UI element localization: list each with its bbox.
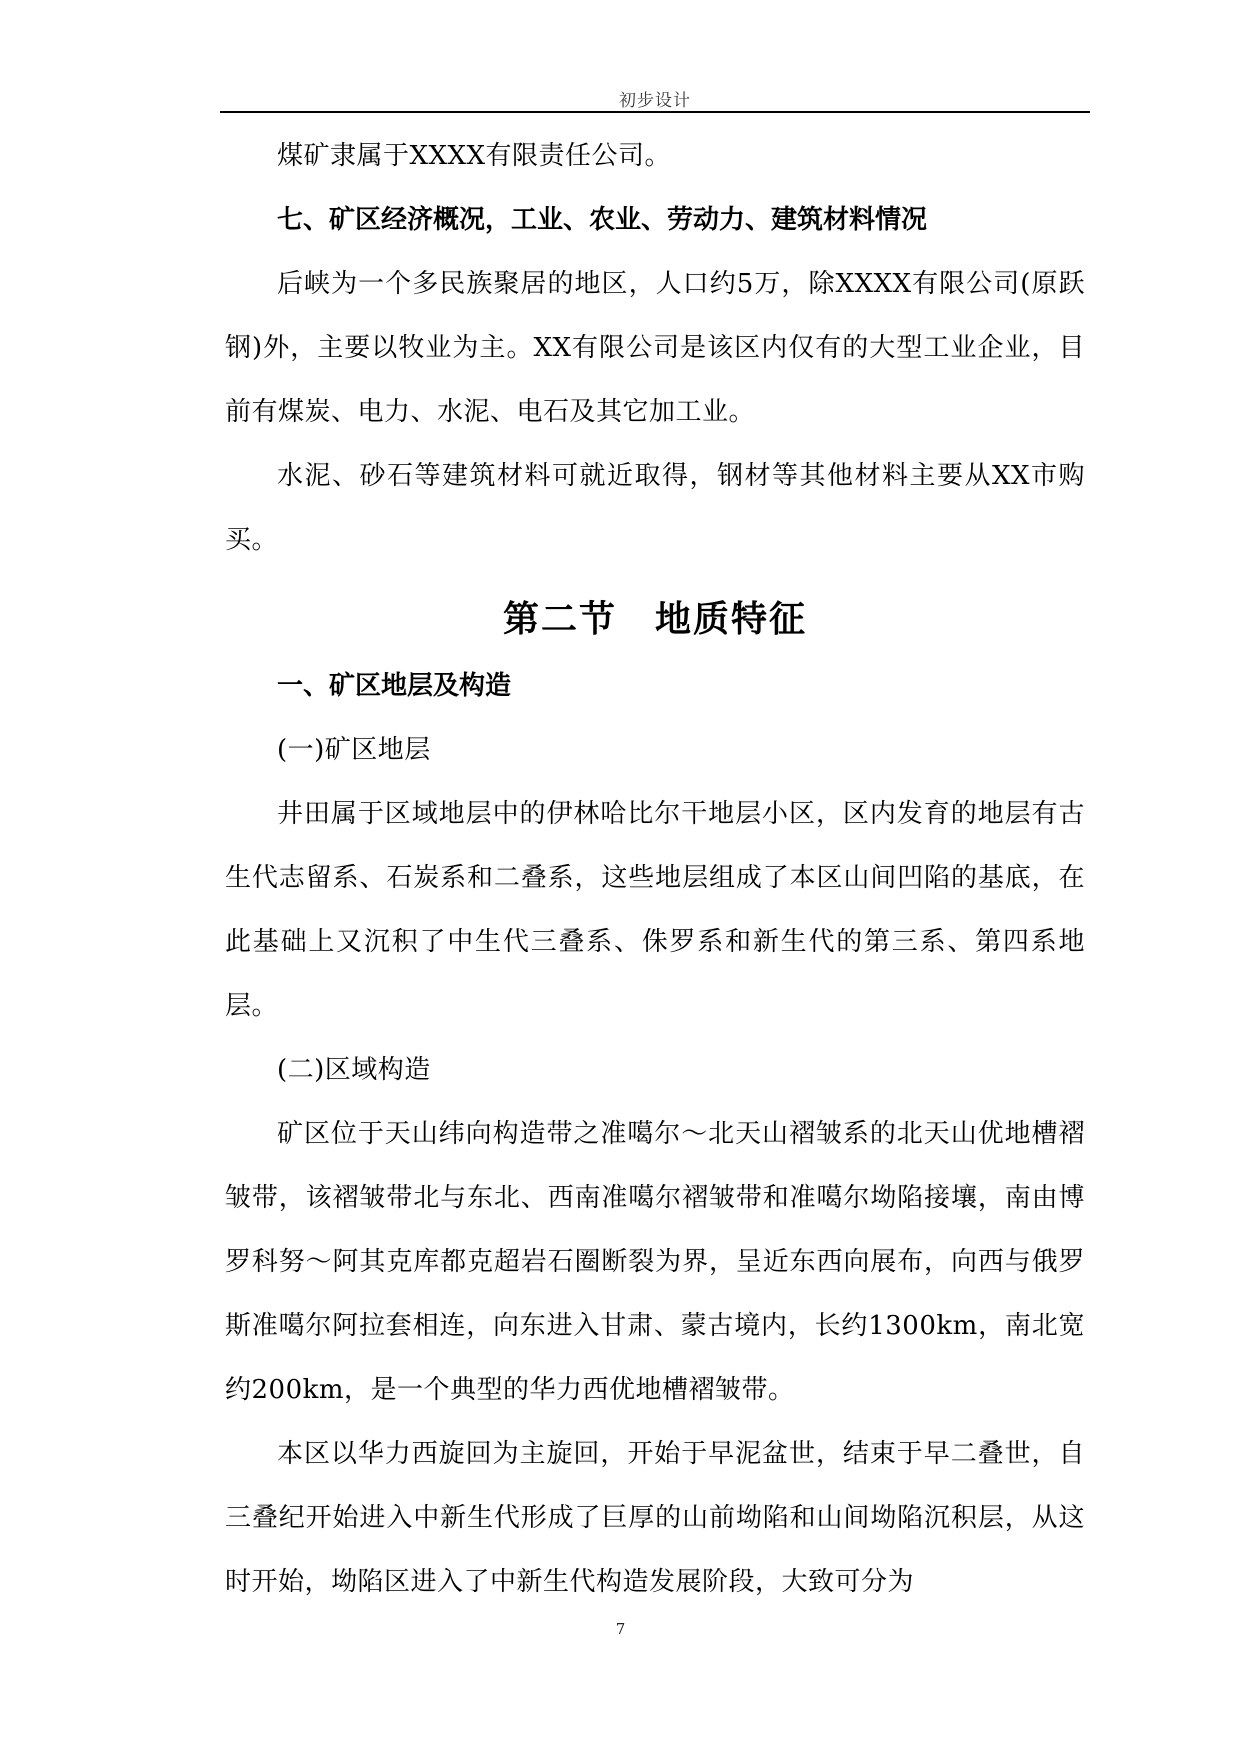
section-title: 第二节 地质特征 [502, 599, 807, 640]
running-header: 初步设计 [619, 91, 691, 111]
paragraph-population: 后峡为一个多民族聚居的地区，人口约5万，除XXXX有限公司(原跃钢)外，主要以牧业为主。XX有限公司是该区内仅有的大型工业企业，目前有煤炭、电力、水泥、电石及其它加工业。 [225, 269, 1085, 427]
paragraph-ownership: 煤矿隶属于XXXX有限责任公司。 [277, 141, 672, 171]
page-number: 7 [615, 1620, 626, 1638]
paragraph-strata: 井田属于区域地层中的伊林哈比尔干地层小区，区内发育的地层有古生代志留系、石炭系和二叠系，这些地层组成了本区山间凹陷的基底，在此基础上又沉积了中生代三叠系、侏罗系和新生代的第三系、第四系地层。 [225, 799, 1085, 1021]
paragraph-tectonic-cycle: 本区以华力西旋回为主旋回，开始于早泥盆世，结束于早二叠世，自三叠纪开始进入中新生代形成了巨厚的山前坳陷和山间坳陷沉积层，从这时开始，坳陷区进入了中新生代构造发展阶段，大致可分为 [225, 1439, 1085, 1597]
subheading-regional-structure: (二)区域构造 [277, 1055, 431, 1085]
subheading-strata-structure: 一、矿区地层及构造 [277, 671, 512, 701]
document-body [225, 124, 1085, 1614]
header-rule [220, 111, 1090, 113]
subheading-economy: 七、矿区经济概况，工业、农业、劳动力、建筑材料情况 [277, 205, 928, 235]
paragraph-regional-structure: 矿区位于天山纬向构造带之准噶尔～北天山褶皱系的北天山优地槽褶皱带，该褶皱带北与东北、西南准噶尔褶皱带和准噶尔坳陷接壤，南由博罗科努～阿其克库都克超岩石圈断裂为界，呈近东西向展布，向西与俄罗斯准噶尔阿拉套相连，向东进入甘肃、蒙古境内，长约1300km，南北宽约200km，是一个典型的华力西优地槽褶皱带。 [225, 1119, 1085, 1405]
subheading-strata: (一)矿区地层 [277, 735, 431, 765]
paragraph-materials: 水泥、砂石等建筑材料可就近取得，钢材等其他材料主要从XX市购买。 [225, 461, 1085, 555]
